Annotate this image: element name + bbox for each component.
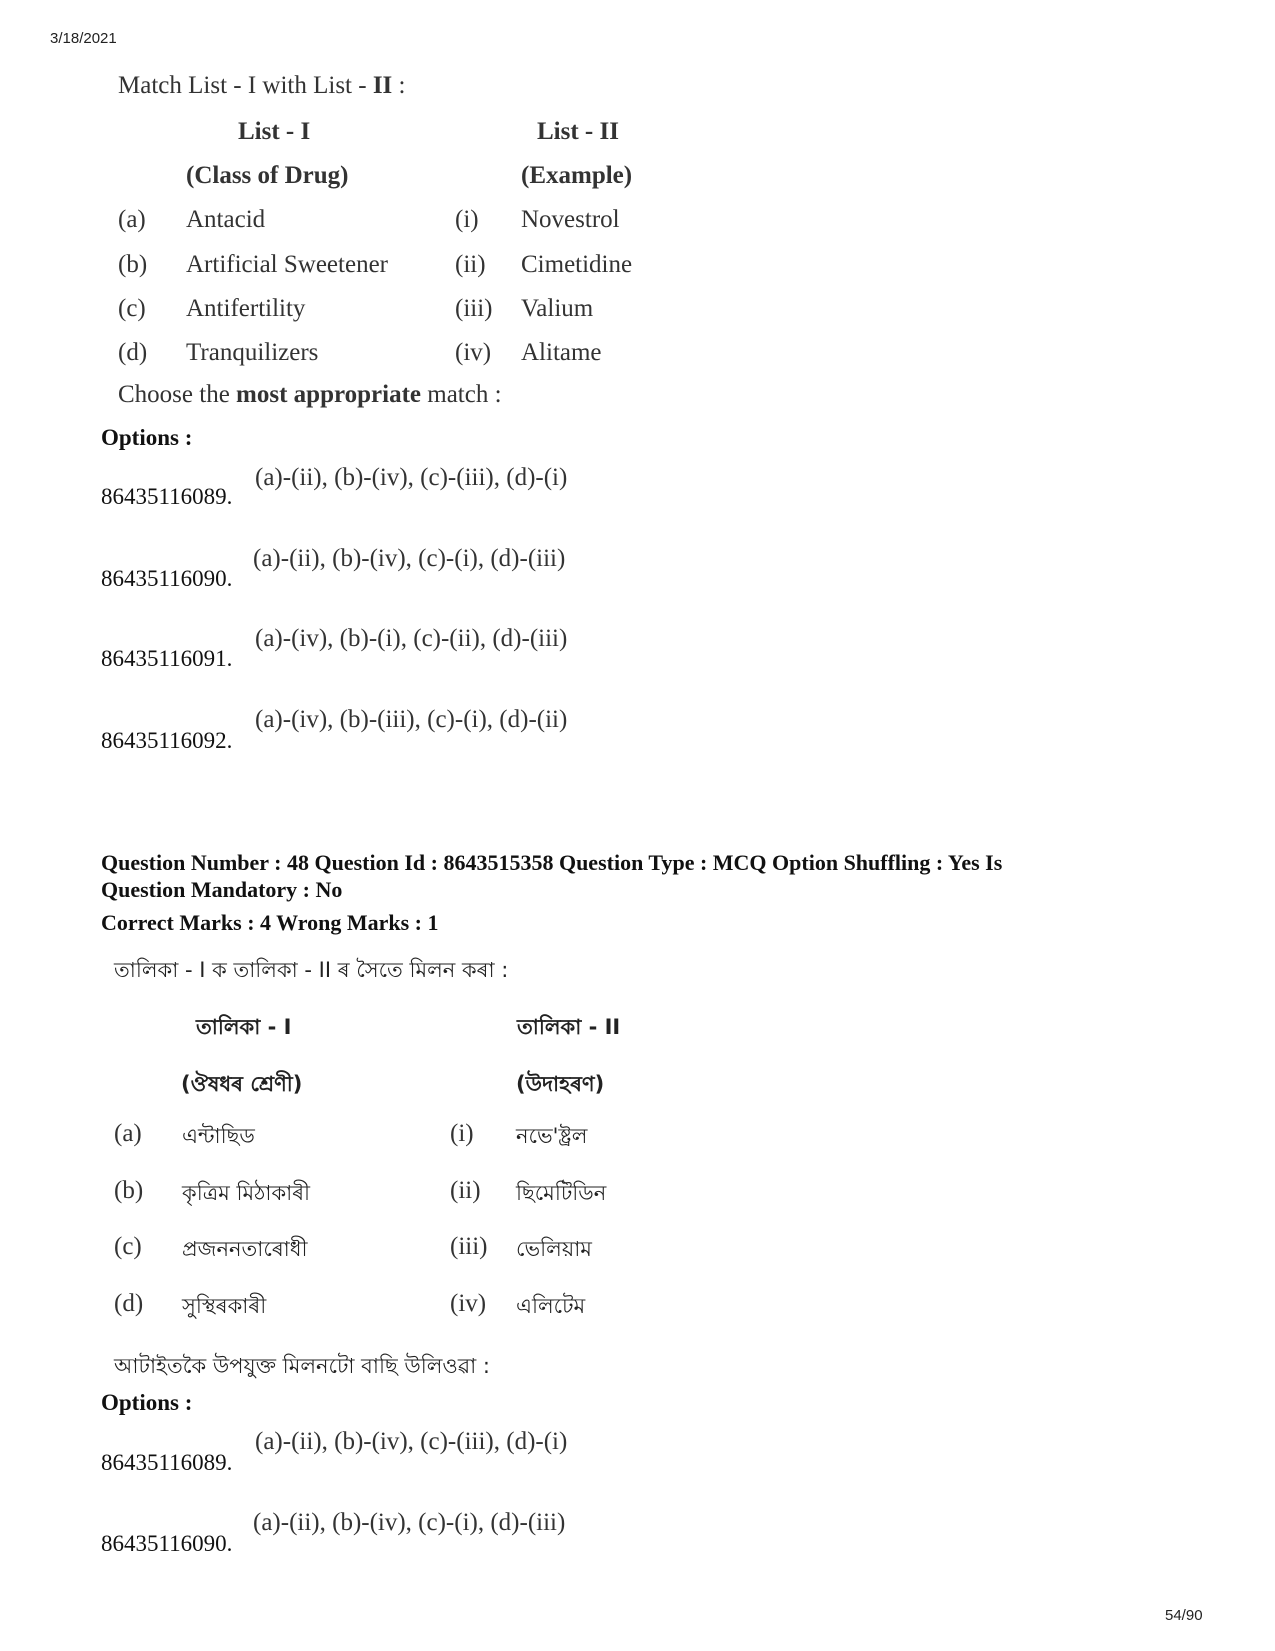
q1-row-item: Antifertility (186, 295, 306, 322)
q1-row-numeral: (ii) (455, 251, 486, 278)
q1-row-numeral: (iv) (455, 339, 492, 366)
q1-row-example: Cimetidine (521, 251, 633, 278)
q2-option-text: (a)-(ii), (b)-(iv), (c)-(iii), (d)-(i) (255, 1428, 568, 1455)
q1-option-text: (a)-(iv), (b)-(i), (c)-(ii), (d)-(iii) (255, 625, 568, 652)
q1-option-id: 86435116090. (101, 566, 233, 591)
q2-meta-line1: Question Number : 48 Question Id : 8643515358 Question Type : MCQ Option Shuffling : Yes Is (101, 850, 1003, 875)
q2-option-id: 86435116089. (101, 1450, 233, 1475)
q1-row-example: Alitame (521, 339, 602, 366)
q1-option-text: (a)-(ii), (b)-(iv), (c)-(i), (d)-(iii) (253, 545, 566, 572)
q1-list2-subtitle: (Example) (521, 162, 633, 189)
page-number: 54/90 (1165, 1607, 1203, 1624)
q1-prompt-tail: : (392, 72, 406, 99)
q2-row-label: (c) (114, 1233, 142, 1260)
q1-row-label: (a) (118, 206, 146, 233)
q2-row-example: এলিটেম (516, 1294, 586, 1318)
q2-row-example: নভে'ষ্ট্ৰল (516, 1124, 588, 1148)
q1-prompt (118, 72, 406, 100)
q2-row-item: সুস্থিৰকাৰী (182, 1294, 267, 1318)
q2-row-item: প্ৰজননতাৰোধী (182, 1237, 308, 1261)
print-date: 3/18/2021 (50, 30, 117, 47)
q2-row-example: ছিমেটিডিন (516, 1181, 607, 1205)
q1-row-label: (d) (118, 339, 148, 366)
q1-option-text: (a)-(ii), (b)-(iv), (c)-(iii), (d)-(i) (255, 464, 568, 491)
q1-row-example: Novestrol (521, 206, 620, 233)
q1-list1-title: List - I (238, 118, 311, 145)
q2-list2-title: তালিকা - II (517, 1015, 621, 1039)
q2-row-label: (b) (114, 1177, 144, 1204)
q2-option-text: (a)-(ii), (b)-(iv), (c)-(i), (d)-(iii) (253, 1509, 566, 1536)
q2-row-label: (d) (114, 1290, 144, 1317)
q1-choose-tail: match : (421, 381, 502, 408)
q1-choose-bold: most appropriate (236, 381, 421, 408)
q1-row-label: (b) (118, 251, 148, 278)
q2-choose-instruction: আটাইতকৈ উপযুক্ত মিলনটো বাছি উলিওৱা : (114, 1354, 490, 1378)
q2-row-numeral: (iv) (450, 1290, 487, 1317)
q1-row-example: Valium (521, 295, 594, 322)
q2-row-item: কৃত্ৰিম মিঠাকাৰী (182, 1181, 311, 1205)
q1-list1-subtitle: (Class of Drug) (186, 162, 349, 189)
q2-row-item: এন্টাছিড (182, 1124, 255, 1148)
q2-list2-subtitle: (উদাহৰণ) (516, 1072, 605, 1096)
q1-prompt-bold: II (372, 72, 393, 99)
q1-row-item: Artificial Sweetener (186, 251, 388, 278)
q2-meta-line2: Question Mandatory : No (101, 877, 343, 902)
q1-option-id: 86435116091. (101, 646, 233, 671)
q1-option-text: (a)-(iv), (b)-(iii), (c)-(i), (d)-(ii) (255, 706, 568, 733)
q1-choose-text: Choose the (118, 381, 237, 408)
q2-prompt: তালিকা - I ক তালিকা - II ৰ সৈতে মিলন কৰা : (114, 958, 509, 982)
q1-row-label: (c) (118, 295, 146, 322)
q2-row-numeral: (i) (450, 1120, 474, 1147)
q1-row-numeral: (i) (455, 206, 479, 233)
q1-list2-title: List - II (537, 118, 619, 145)
q2-options-label: Options : (101, 1390, 193, 1415)
q1-row-item: Tranquilizers (186, 339, 319, 366)
q2-row-numeral: (iii) (450, 1233, 488, 1260)
q2-list1-title: তালিকা - I (196, 1015, 292, 1039)
q1-row-item: Antacid (186, 206, 266, 233)
q2-list1-subtitle: (ঔষধৰ শ্ৰেণী) (181, 1072, 303, 1096)
q1-prompt-text: Match List - I with List - (118, 72, 373, 99)
q2-option-id: 86435116090. (101, 1531, 233, 1556)
q2-row-numeral: (ii) (450, 1177, 481, 1204)
q2-marks: Correct Marks : 4 Wrong Marks : 1 (101, 910, 439, 935)
q1-choose-instruction (118, 381, 502, 409)
q2-row-example: ভেলিয়াম (516, 1237, 592, 1261)
q1-options-label: Options : (101, 425, 193, 450)
q1-option-id: 86435116089. (101, 484, 233, 509)
q2-row-label: (a) (114, 1120, 142, 1147)
q1-option-id: 86435116092. (101, 728, 233, 753)
q1-row-numeral: (iii) (455, 295, 493, 322)
